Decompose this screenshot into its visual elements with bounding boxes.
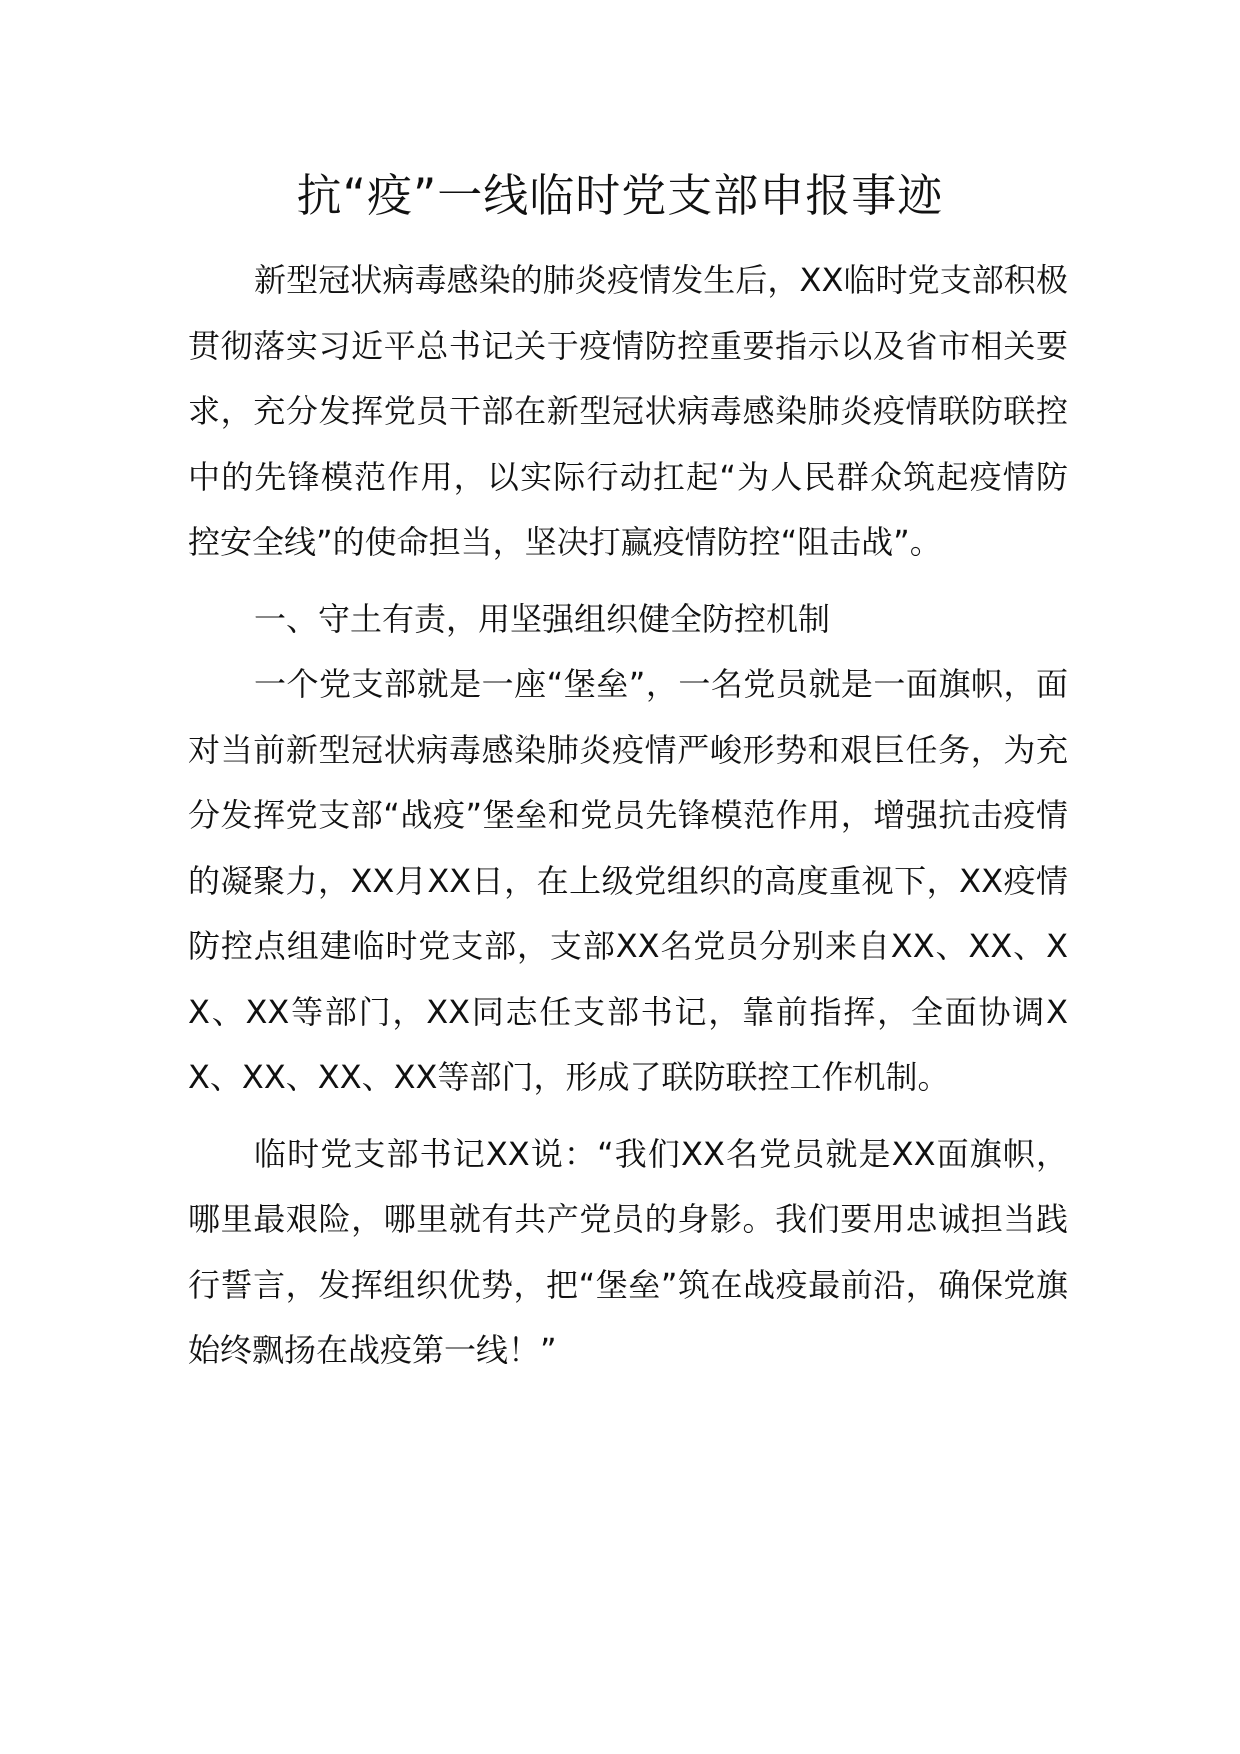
body-paragraph-2: 一个党支部就是一座“堡垒”，一名党员就是一面旗帜，面对当前新型冠状病毒感染肺炎疫情严峻形势和艰巨任务，为充分发挥党支部“战疫”堡垒和党员先锋模范作用，增强抗击疫情的凝聚力，XX月XX日，在上级党组织的高度重视下，XX疫情防控点组建临时党支部，支部XX名党员分别来自XX、XX、XX、XX等部门，XX同志任支部书记，靠前指挥，全面协调XX、XX、XX、XX等部门，形成了联防联控工作机制。: [188, 665, 1068, 1096]
quote-paragraph-3: 临时党支部书记XX说：“我们XX名党员就是XX面旗帜，哪里最艰险，哪里就有共产党员的身影。我们要用忠诚担当践行誓言，发挥组织优势，把“堡垒”筑在战疫最前沿，确保党旗始终飘扬在战疫第一线！”: [188, 1134, 1068, 1369]
document-title: 抗“疫”一线临时党支部申报事迹: [296, 169, 944, 222]
intro-paragraph: 新型冠状病毒感染的肺炎疫情发生后，XX临时党支部积极贯彻落实习近平总书记关于疫情防控重要指示以及省市相关要求，充分发挥党员干部在新型冠状病毒感染肺炎疫情联防联控中的先锋模范作用，以实际行动扛起“为人民群众筑起疫情防控安全线”的使命担当，坚决打赢疫情防控“阻击战”。: [188, 261, 1068, 561]
document-body: [188, 248, 1068, 1384]
section-heading-1: 一、守土有责，用坚强组织健全防控机制: [254, 599, 831, 638]
